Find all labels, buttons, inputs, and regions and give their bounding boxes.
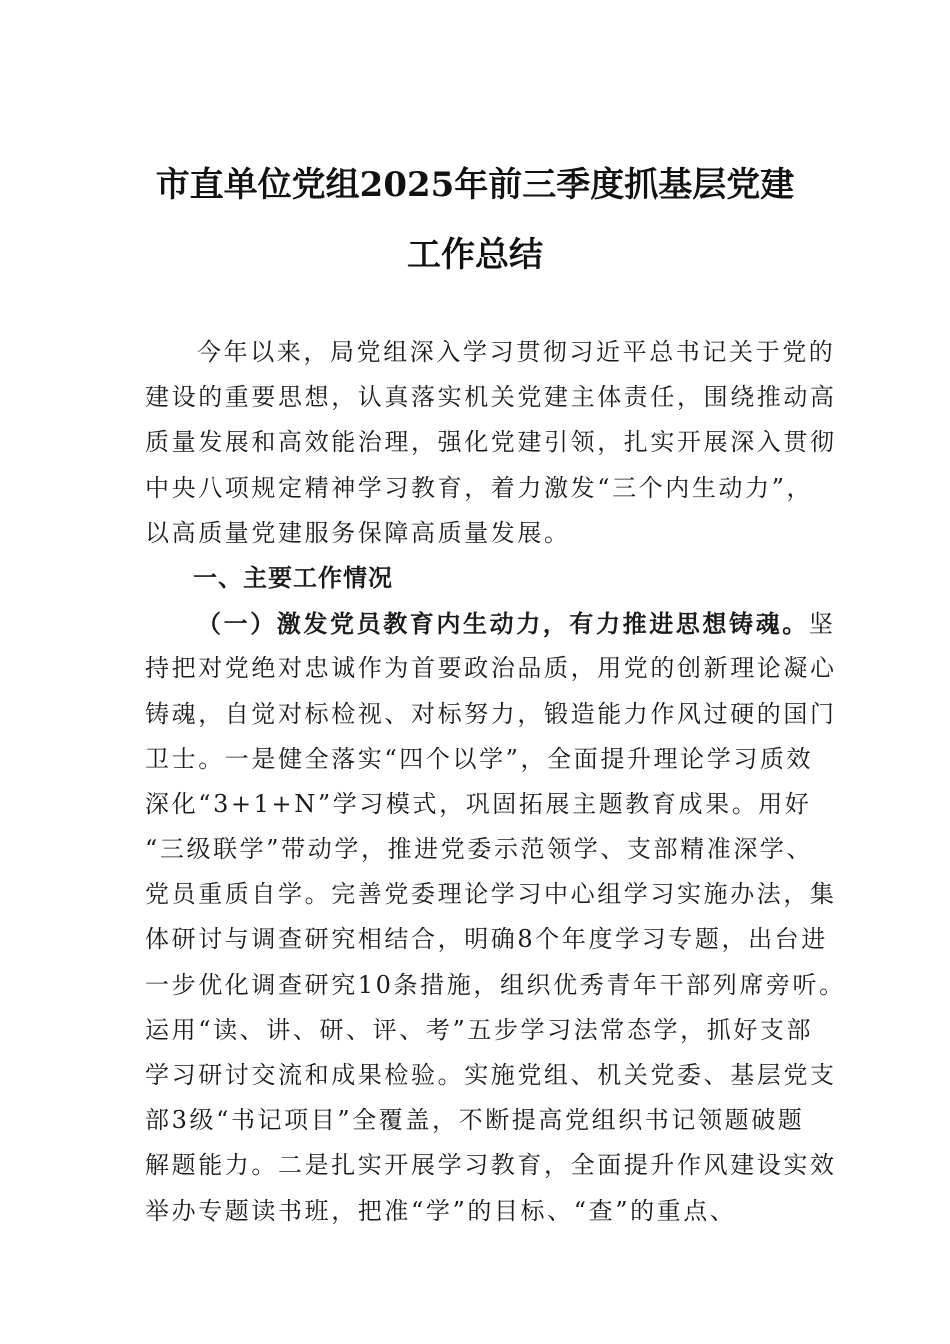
paragraph-line: 铸魂，自觉对标检视、对标努力，锻造能力作风过硬的国门 [145, 699, 837, 728]
sub-heading-1: （一）激发党员教育内生动力，有力推进思想铸魂。 [197, 609, 809, 639]
paragraph-line: 解题能力。二是扎实开展学习教育，全面提升作风建设实效 [145, 1151, 837, 1180]
paragraph-line: 持把对党绝对忠诚作为首要政治品质，用党的创新理论凝心 [145, 654, 837, 683]
paragraph-line: 一步优化调查研究10条措施，组织优秀青年干部列席旁听。 [145, 970, 846, 999]
paragraph-line: 深化“3+1+N”学习模式，巩固拓展主题教育成果。用好 [145, 789, 812, 818]
intro-line: 质量发展和高效能治理，强化党建引领，扎实开展深入贯彻 [145, 428, 837, 457]
intro-line: 今年以来，局党组深入学习贯彻习近平总书记关于党的 [197, 338, 836, 366]
paragraph-line: 卫士。一是健全落实“四个以学”，全面提升理论学习质效 [145, 744, 814, 773]
paragraph-line: “三级联学”带动学，推进党委示范领学、支部精准深学、 [145, 835, 814, 864]
intro-line: 建设的重要思想，认真落实机关党建主体责任，围绕推动高 [145, 383, 837, 412]
document-body [145, 330, 846, 1234]
intro-line: 以高质量党建服务保障高质量发展。 [145, 518, 571, 547]
paragraph-line: 运用“读、讲、研、评、考”五步学习法常态学，抓好支部 [145, 1015, 814, 1044]
paragraph-line: 党员重质自学。完善党委理论学习中心组学习实施办法，集 [145, 880, 837, 909]
section-heading-main-work: 一、主要工作情况 [193, 563, 393, 592]
intro-line: 中央八项规定精神学习教育，着力激发“三个内生动力”， [145, 473, 814, 502]
paragraph-line: 学习研讨交流和成果检验。实施党组、机关党委、基层党支 [145, 1061, 837, 1089]
document-title-line-2: 工作总结 [407, 235, 543, 275]
paragraph-text-start: 坚 [808, 610, 836, 639]
document-title-line-1: 市直单位党组2025年前三季度抓基层党建 [155, 165, 795, 205]
sub-heading-paragraph-start [145, 601, 836, 646]
paragraph-line: 体研讨与调查研究相结合，明确8个年度学习专题，出台进 [145, 925, 828, 954]
paragraph-line: 举办专题读书班，把准“学”的目标、“查”的重点、 [145, 1196, 737, 1225]
paragraph-line: 部3级“书记项目”全覆盖，不断提高党组织书记领题破题 [145, 1106, 805, 1135]
